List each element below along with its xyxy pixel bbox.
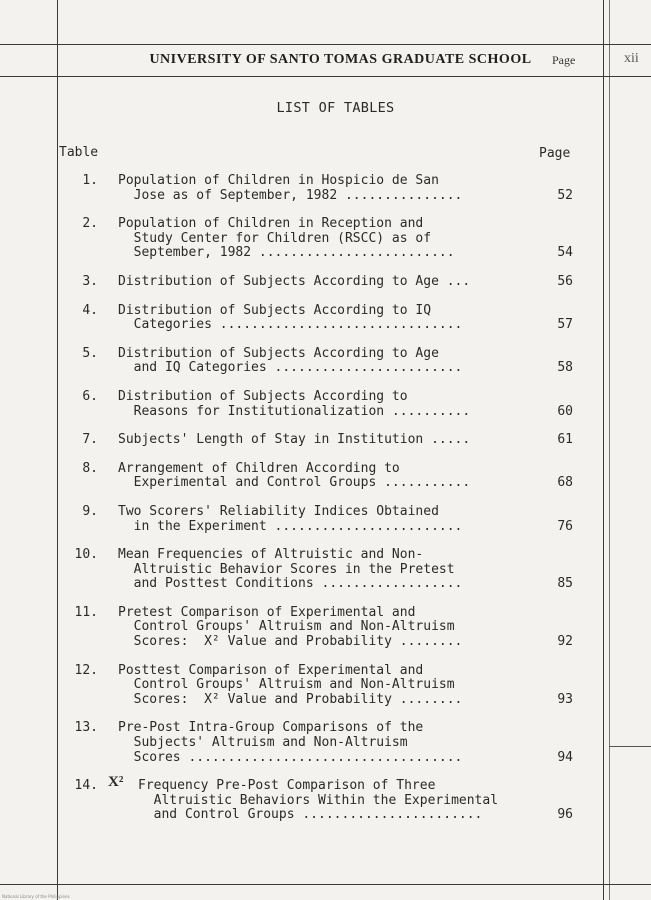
caption-line: Control Groups' Altruism and Non-Altruism xyxy=(118,677,455,693)
table-number: 4. xyxy=(82,302,98,318)
footer-note: National Library of the Philippines xyxy=(2,894,70,899)
caption-line: Mean Frequencies of Altruistic and Non- xyxy=(118,547,424,563)
caption-line: Population of Children in Reception and xyxy=(118,216,424,232)
table-number: 2. xyxy=(82,216,98,232)
table-caption xyxy=(138,779,563,823)
caption-line: Subjects' Altruism and Non-Altruism xyxy=(118,735,408,751)
table-caption xyxy=(118,390,543,419)
caption-line: Experimental and Control Groups ........... xyxy=(118,475,471,491)
caption-line: Subjects' Length of Stay in Institution ..... xyxy=(118,432,471,448)
table-caption xyxy=(118,347,543,376)
page-number: 61 xyxy=(557,432,573,448)
table-caption xyxy=(118,304,543,333)
caption-line: in the Experiment ........................ xyxy=(118,518,463,534)
list-item xyxy=(0,275,651,290)
list-item xyxy=(0,606,651,650)
caption-line: Population of Children in Hospicio de San xyxy=(118,173,439,188)
table-number: 11. xyxy=(74,604,98,620)
caption-line: Study Center for Children (RSCC) as of xyxy=(118,230,432,246)
list-item xyxy=(0,390,651,419)
list-item xyxy=(0,664,651,708)
list-item xyxy=(0,304,651,333)
caption-line: Control Groups' Altruism and Non-Altruism xyxy=(118,619,455,635)
table-number: 1. xyxy=(82,173,98,188)
table-number: 6. xyxy=(82,388,98,404)
table-list xyxy=(0,174,651,823)
caption-line: Pretest Comparison of Experimental and xyxy=(118,604,416,620)
list-item xyxy=(0,462,651,491)
caption-line: Two Scorers' Reliability Indices Obtained xyxy=(118,503,439,519)
page-number: 76 xyxy=(557,518,573,534)
table-caption xyxy=(118,217,543,261)
caption-line: Scores ................................... xyxy=(118,749,463,765)
table-caption xyxy=(118,606,543,650)
caption-line: Distribution of Subjects According to xyxy=(118,388,408,404)
caption-line: Distribution of Subjects According to IQ xyxy=(118,302,432,318)
column-header-table: Table xyxy=(59,145,99,160)
caption-line: September, 1982 ......................... xyxy=(118,245,455,261)
caption-line: Distribution of Subjects According to Age xyxy=(118,345,439,361)
list-item xyxy=(0,548,651,592)
list-item xyxy=(0,774,651,823)
page-number: 93 xyxy=(557,691,573,707)
page-number: 54 xyxy=(557,245,573,261)
bottom-rule xyxy=(0,884,651,885)
page-number: 60 xyxy=(557,403,573,419)
page-number: 94 xyxy=(557,749,573,765)
page-number: 92 xyxy=(557,634,573,650)
header-top-rule xyxy=(0,44,651,45)
page-number: 68 xyxy=(557,475,573,491)
page-number: 57 xyxy=(557,317,573,333)
caption-line: Arrangement of Children According to xyxy=(118,460,400,476)
header-title: UNIVERSITY OF SANTO TOMAS GRADUATE SCHOOL xyxy=(149,52,532,67)
table-number: 14. xyxy=(74,778,98,794)
page-number: 85 xyxy=(557,576,573,592)
table-caption xyxy=(118,548,543,592)
table-caption xyxy=(118,505,543,534)
list-item xyxy=(0,174,651,203)
table-number: 7. xyxy=(82,432,98,448)
header-bottom-rule xyxy=(0,76,651,77)
caption-line: Scores: X² Value and Probability ........ xyxy=(118,691,463,707)
caption-line: Pre-Post Intra-Group Comparisons of the xyxy=(118,720,424,736)
caption-line: Scores: X² Value and Probability ........ xyxy=(118,634,463,650)
table-number: 5. xyxy=(82,345,98,361)
page-number: 58 xyxy=(557,360,573,376)
list-item xyxy=(0,721,651,765)
page-number: 52 xyxy=(557,187,573,203)
caption-line: Categories ............................... xyxy=(118,317,463,333)
table-caption xyxy=(118,462,543,491)
list-item xyxy=(0,217,651,261)
table-number: 3. xyxy=(82,273,98,289)
caption-line: Distribution of Subjects According to Age ... xyxy=(118,273,471,289)
table-caption xyxy=(118,721,543,765)
table-number: 12. xyxy=(74,662,98,678)
header-page-number: xii xyxy=(624,51,639,66)
list-item xyxy=(0,433,651,448)
caption-line: and Control Groups ....................... xyxy=(138,807,483,823)
table-caption xyxy=(118,664,543,708)
table-number: 8. xyxy=(82,460,98,476)
caption-line: and Posttest Conditions .................. xyxy=(118,576,463,592)
caption-line: Jose as of September, 1982 ............... xyxy=(118,187,463,203)
caption-line: Frequency Pre-Post Comparison of Three xyxy=(138,778,436,794)
header-page-label: Page xyxy=(552,53,576,67)
chi-square-prefix: X² xyxy=(108,774,124,791)
table-caption xyxy=(118,275,543,290)
list-title: LIST OF TABLES xyxy=(276,100,395,116)
page-number: 96 xyxy=(557,807,573,823)
caption-line: Altruistic Behavior Scores in the Pretest xyxy=(118,561,455,577)
page-number: 56 xyxy=(557,273,573,289)
caption-line: and IQ Categories ........................ xyxy=(118,360,463,376)
table-number: 10. xyxy=(74,547,98,563)
caption-line: Reasons for Institutionalization .......... xyxy=(118,403,471,419)
table-number: 13. xyxy=(74,720,98,736)
list-item xyxy=(0,347,651,376)
table-number: 9. xyxy=(82,503,98,519)
table-caption xyxy=(118,433,543,448)
table-caption xyxy=(118,174,543,203)
column-header-page: Page xyxy=(539,146,571,161)
caption-line: Altruistic Behaviors Within the Experimental xyxy=(138,792,499,808)
list-item xyxy=(0,505,651,534)
caption-line: Posttest Comparison of Experimental and xyxy=(118,662,424,678)
